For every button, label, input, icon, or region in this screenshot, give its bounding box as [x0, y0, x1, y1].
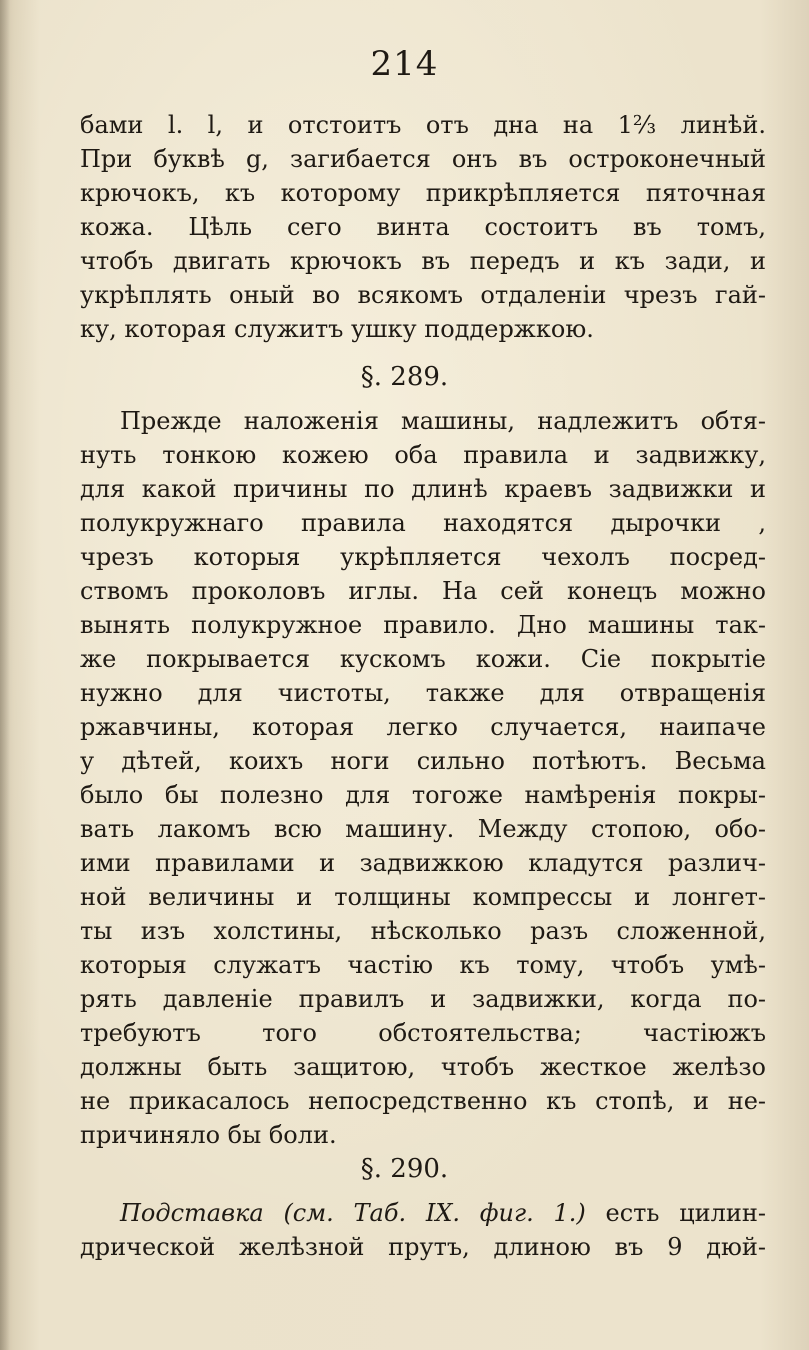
text-line: полукружнаго правила находятся дырочки ,: [80, 509, 766, 537]
text-line: чрезъ которыя укрѣпляется чехолъ посред-: [80, 543, 766, 571]
text-line: должны быть защитою, чтобъ жесткое желѣзо: [80, 1053, 766, 1081]
text-line: чтобъ двигать крючокъ въ передъ и къ зади, и: [80, 247, 766, 275]
section-heading-289: §. 289.: [360, 362, 449, 392]
text-line: было бы полезно для тогоже намѣренія покры-: [80, 781, 766, 809]
text-line: у дѣтей, коихъ ноги сильно потѣютъ. Весьма: [80, 747, 766, 775]
italic-reference: Подставка (см. Таб. IX. фиг. 1.): [120, 1199, 586, 1227]
text-line: дрической желѣзной прутъ, длиною въ 9 дюй-: [80, 1233, 766, 1261]
text-line: Прежде наложенія машины, надлежитъ обтя-: [120, 407, 766, 435]
paragraph-290: [80, 1196, 766, 1264]
text-line: При буквѣ g, загибается онъ въ остроконечный: [80, 145, 766, 173]
text-line: ку, которая служитъ ушку поддержкою.: [80, 315, 594, 343]
section-heading-290: §. 290.: [360, 1154, 449, 1184]
page-number: 214: [370, 44, 439, 84]
text-line: которыя служатъ частію къ тому, чтобъ умѣ-: [80, 951, 766, 979]
text-line: для какой причины по длинѣ краевъ задвижки и: [80, 475, 766, 503]
text-line: кожа. Цѣль сего винта состоитъ въ томъ,: [80, 213, 766, 241]
text-line: причиняло бы боли.: [80, 1121, 337, 1149]
text-line: укрѣплять оный во всякомъ отдаленіи чрезъ гай-: [80, 281, 766, 309]
text-line: требуютъ того обстоятельства; частіюжъ: [80, 1019, 766, 1047]
text-line: ствомъ проколовъ иглы. На сей конецъ можно: [80, 577, 766, 605]
text-line: ржавчины, которая легко случается, наипаче: [80, 713, 766, 741]
text-line: рять давленіе правилъ и задвижки, когда по-: [80, 985, 766, 1013]
text-line: бами l. l, и отстоитъ отъ дна на 1⅔ линѣй.: [80, 111, 766, 139]
paragraph-289: [80, 404, 766, 1152]
text-line: нужно для чистоты, также для отвращенія: [80, 679, 766, 707]
text-line: не прикасалось непосредственно къ стопѣ, и не-: [80, 1087, 766, 1115]
text-line: вынять полукружное правило. Дно машины так-: [80, 611, 766, 639]
text-line: ной величины и толщины компрессы и лонгет-: [80, 883, 766, 911]
gutter-shadow: [0, 0, 10, 1350]
text-line: [80, 1196, 766, 1230]
text-fragment: есть цилин-: [585, 1199, 766, 1227]
paragraph-continuation: [80, 108, 766, 346]
text-line: ими правилами и задвижкою кладутся различ-: [80, 849, 766, 877]
text-line: ты изъ холстины, нѣсколько разъ сложенной,: [80, 917, 766, 945]
text-line: крючокъ, къ которому прикрѣпляется пяточная: [80, 179, 766, 207]
text-line: же покрывается кускомъ кожи. Сіе покрытіе: [80, 645, 766, 673]
text-line: нуть тонкою кожею оба правила и задвижку,: [80, 441, 766, 469]
text-line: вать лакомъ всю машину. Между стопою, обо-: [80, 815, 766, 843]
